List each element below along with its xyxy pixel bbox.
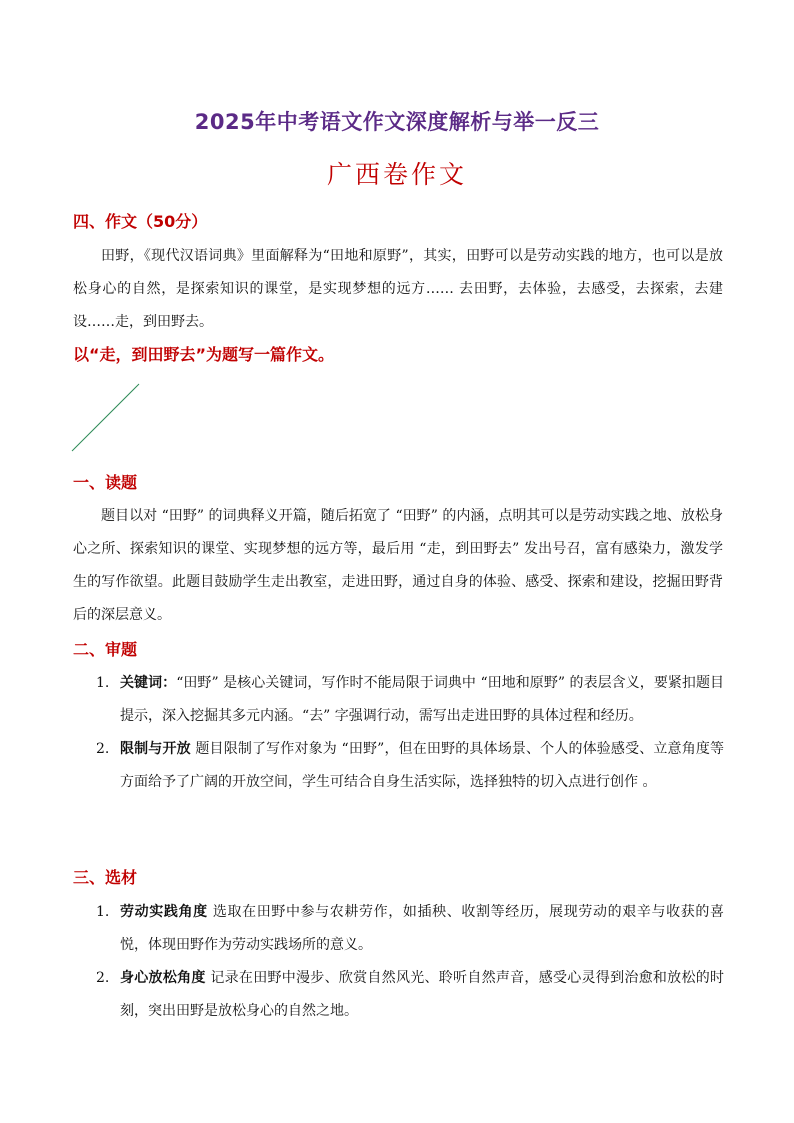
material-list [96, 896, 724, 1028]
document-subtitle: 广西卷作文 [326, 160, 467, 189]
list-item [96, 733, 724, 799]
section-heading-reading: 一、读题 [73, 473, 138, 492]
list-item-text: 题目限制了写作对象为 “田野”，但在田野的具体场景、个人的体验感受、立意角度等方面给予了广阔的开放空间，学生可结合自身生活实际，选择独特的切入点进行创作 。 [120, 741, 725, 790]
list-item-number: 1. [96, 675, 110, 691]
list-item [96, 896, 724, 962]
list-item-number: 1. [96, 904, 110, 920]
list-item-number: 2. [96, 970, 110, 986]
section-heading-analysis: 二、审题 [73, 640, 138, 659]
document-title: 2025年中考语文作文深度解析与举一反三 [194, 110, 600, 134]
list-item [96, 962, 724, 1028]
list-item-keyword: 关键词： [120, 675, 177, 691]
analysis-list [96, 667, 724, 799]
prompt-heading: 四、作文（50分） [73, 212, 208, 231]
decorative-diagonal-line [71, 383, 141, 453]
prompt-text: 田野，《现代汉语词典》里面解释为“田地和原野”，其实，田野可以是劳动实践的地方，也可以是放松身心的自然，是探索知识的课堂，是实现梦想的远方…… 去田野，去体验，去感受，去探索，去建设……走，到田野去。 [73, 248, 723, 330]
list-item-number: 2. [96, 741, 110, 757]
section-text-reading: 题目以对 “田野” 的词典释义开篇，随后拓宽了 “田野” 的内涵，点明其可以是劳动实践之地、放松身心之所、探索知识的课堂、实现梦想的远方等，最后用 “走，到田野去” 发出号召，富有感染力，激发学生的写作欲望。此题目鼓励学生走出教室，走进田野，通过自身的体验、感受、探索和建设，挖掘田野背后的深层意义。 [73, 508, 723, 623]
section-heading-material: 三、选材 [73, 868, 138, 887]
list-item-text: 记录在田野中漫步、欣赏自然风光、聆听自然声音，感受心灵得到治愈和放松的时刻，突出田野是放松身心的自然之地。 [120, 970, 725, 1019]
list-item-keyword: 劳动实践角度 [120, 904, 208, 920]
list-item-keyword: 限制与开放 [120, 741, 191, 757]
list-item-keyword: 身心放松角度 [120, 970, 206, 986]
list-item [96, 667, 724, 733]
list-item-text: “田野” 是核心关键词，写作时不能局限于词典中 “田地和原野” 的表层含义，要紧扣题目提示，深入挖掘其多元内涵。“去” 字强调行动，需写出走进田野的具体过程和经历。 [120, 675, 724, 724]
prompt-task: 以“走，到田野去”为题写一篇作文。 [73, 345, 335, 364]
list-item-text: 选取在田野中参与农耕劳作，如插秧、收割等经历，展现劳动的艰辛与收获的喜悦，体现田野作为劳动实践场所的意义。 [120, 904, 725, 953]
